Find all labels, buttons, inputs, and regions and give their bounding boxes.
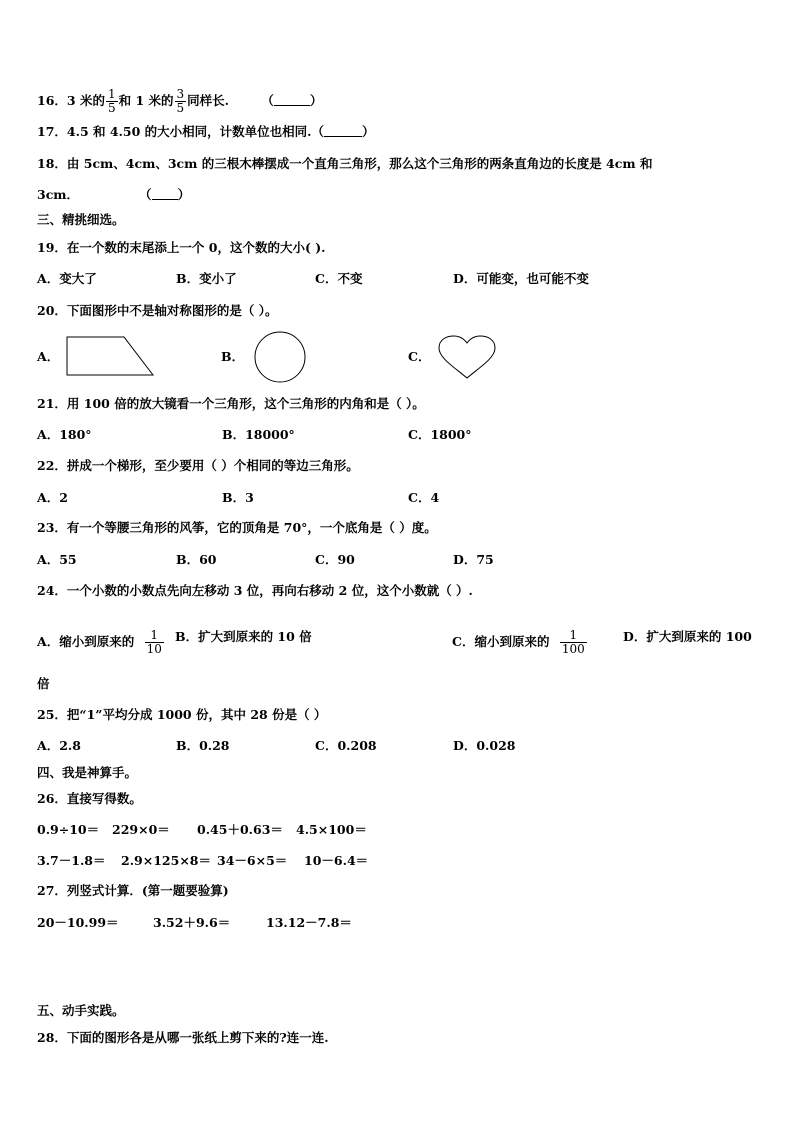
paren-right: ） <box>177 187 191 202</box>
section-5-heading: 五、动手实践。 <box>37 1003 125 1018</box>
question-20: 20．下面图形中不是轴对称图形的是（ ）。 <box>37 303 278 318</box>
fraction-3-5 <box>175 88 187 115</box>
question-25: 25．把“1”平均分成 1000 份，其中 28 份是（ ） <box>37 707 327 722</box>
q21-option-a[interactable]: A．180° <box>37 427 92 442</box>
calc-item: 10－6.4＝ <box>304 853 369 868</box>
circle-shape <box>250 328 310 386</box>
question-17 <box>37 124 375 140</box>
q24-option-d[interactable]: D．扩大到原来的 100 <box>623 629 752 644</box>
answer-blank[interactable] <box>324 124 362 137</box>
q20-option-a[interactable]: A． <box>37 349 60 364</box>
q22-option-b[interactable]: B．3 <box>222 490 254 505</box>
q24-option-a[interactable] <box>37 629 165 656</box>
q21-option-b[interactable]: B．18000° <box>222 427 295 442</box>
frac-den: 10 <box>146 642 162 656</box>
q22-option-c[interactable]: C．4 <box>408 490 440 505</box>
q24-option-b[interactable]: B．扩大到原来的 10 倍 <box>175 629 312 644</box>
paren-left: （ <box>261 93 274 108</box>
trapezoid-shape <box>62 333 158 379</box>
q23-option-c[interactable]: C．90 <box>315 552 355 567</box>
question-27: 27．列竖式计算．(第一题要验算) <box>37 883 229 898</box>
q24-option-c[interactable] <box>452 629 588 656</box>
paren-right: ） <box>362 124 375 139</box>
question-22: 22．拼成一个梯形，至少要用（ ）个相同的等边三角形。 <box>37 458 359 473</box>
q23-option-d[interactable]: D．75 <box>453 552 494 567</box>
q25-option-d[interactable]: D．0.028 <box>453 738 516 753</box>
question-18-line1: 18．由 5cm、4cm、3cm 的三根木棒摆成一个直角三角形，那么这个三角形的两条直角边的长度是 4cm 和 <box>37 156 653 171</box>
q16-text-c: 同样长. <box>187 93 229 108</box>
paren-left: （ <box>139 187 152 202</box>
calc-item: 229×0＝ <box>112 822 170 837</box>
heart-shape <box>434 334 500 382</box>
section-4-heading: 四、我是神算手。 <box>37 765 138 780</box>
q16-text-a: 16．3 米的 <box>37 93 105 108</box>
q20-option-c[interactable]: C． <box>408 349 431 364</box>
frac-den: 5 <box>107 101 116 115</box>
q23-option-b[interactable]: B．60 <box>176 552 217 567</box>
vertical-calc-item: 3.52＋9.6＝ <box>153 915 231 930</box>
q19-option-d[interactable]: D．可能变，也可能不变 <box>453 271 589 286</box>
calc-item: 3.7－1.8＝ <box>37 853 106 868</box>
q19-option-a[interactable]: A．变大了 <box>37 271 97 286</box>
frac-num: 1 <box>107 87 116 101</box>
question-26: 26．直接写得数。 <box>37 791 142 806</box>
frac-den: 100 <box>561 642 585 656</box>
q23-option-a[interactable]: A．55 <box>37 552 77 567</box>
question-16 <box>37 88 322 115</box>
q24-option-d-continued: 倍 <box>37 676 50 691</box>
answer-blank[interactable] <box>152 187 178 200</box>
question-18-line2 <box>37 187 190 203</box>
question-23: 23．有一个等腰三角形的风筝，它的顶角是 70°，一个底角是（ ）度。 <box>37 520 437 535</box>
frac-num: 1 <box>150 628 159 642</box>
q17-text: 17．4.5 和 4.50 的大小相同，计数单位也相同.（ <box>37 124 324 139</box>
q24-a-text: A．缩小到原来的 <box>37 634 135 649</box>
calc-item: 2.9×125×8＝ <box>121 853 211 868</box>
question-21: 21．用 100 倍的放大镜看一个三角形，这个三角形的内角和是（ ）。 <box>37 396 425 411</box>
frac-num: 1 <box>569 628 578 642</box>
fraction-1-100 <box>560 629 587 656</box>
q19-option-c[interactable]: C．不变 <box>315 271 363 286</box>
vertical-calc-item: 20－10.99＝ <box>37 915 119 930</box>
q25-option-c[interactable]: C．0.208 <box>315 738 377 753</box>
answer-blank[interactable] <box>274 93 310 106</box>
fraction-1-5 <box>106 88 118 115</box>
q25-option-b[interactable]: B．0.28 <box>176 738 230 753</box>
question-19: 19．在一个数的末尾添上一个 0，这个数的大小( ). <box>37 240 326 255</box>
paren-right: ） <box>309 93 323 108</box>
q25-option-a[interactable]: A．2.8 <box>37 738 81 753</box>
frac-num: 3 <box>176 87 185 101</box>
calc-item: 34－6×5＝ <box>217 853 288 868</box>
frac-den: 5 <box>176 101 185 115</box>
calc-item: 0.45＋0.63＝ <box>197 822 283 837</box>
q21-option-c[interactable]: C．1800° <box>408 427 472 442</box>
vertical-calc-item: 13.12－7.8＝ <box>266 915 352 930</box>
calc-item: 0.9÷10＝ <box>37 822 100 837</box>
q22-option-a[interactable]: A．2 <box>37 490 68 505</box>
fraction-1-10 <box>145 629 164 656</box>
calc-item: 4.5×100＝ <box>296 822 367 837</box>
question-28: 28．下面的图形各是从哪一张纸上剪下来的?连一连. <box>37 1030 329 1045</box>
question-24: 24．一个小数的小数点先向左移动 3 位，再向右移动 2 位，这个小数就（ ）. <box>37 583 473 598</box>
q16-text-b: 和 1 米的 <box>118 93 174 108</box>
q18-text: 3cm． <box>37 187 80 202</box>
q24-c-text: C．缩小到原来的 <box>452 634 550 649</box>
section-3-heading: 三、精挑细选。 <box>37 212 125 227</box>
q20-option-b[interactable]: B． <box>221 349 245 364</box>
q19-option-b[interactable]: B．变小了 <box>176 271 237 286</box>
